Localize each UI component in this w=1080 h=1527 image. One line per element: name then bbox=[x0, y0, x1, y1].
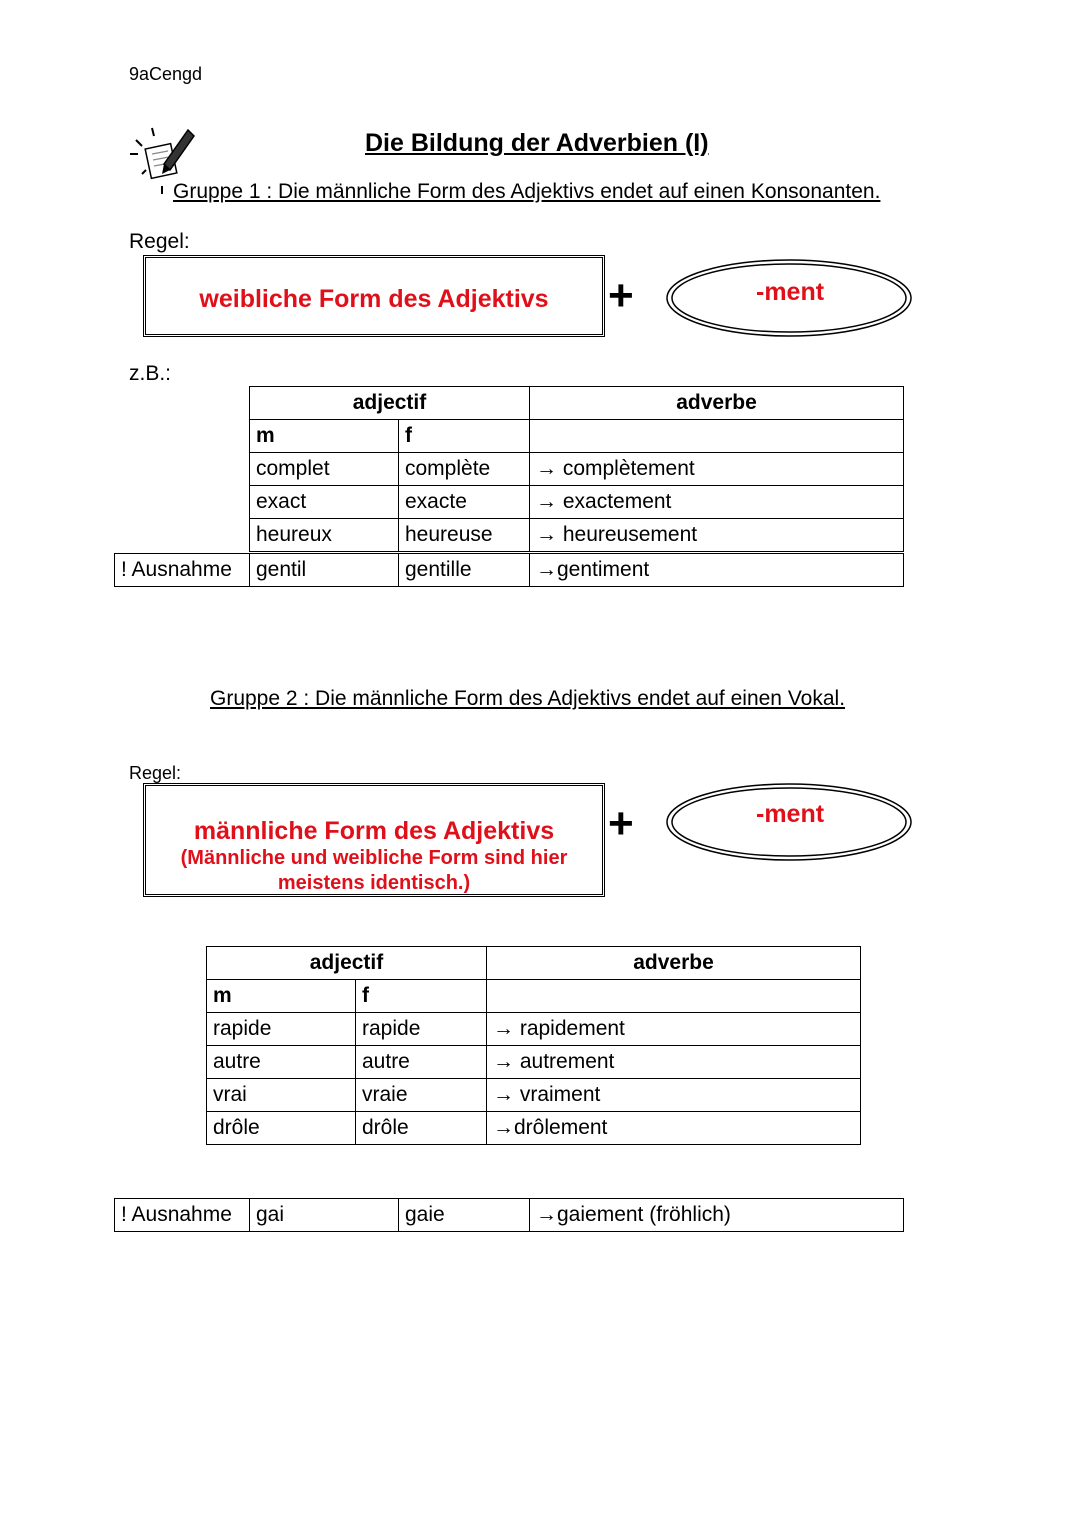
group2-regel-label: Regel: bbox=[129, 763, 182, 783]
cell-adverbe: →drôlement bbox=[487, 1112, 861, 1145]
group1-heading: Gruppe 1 : Die männliche Form des Adjektivs endet auf einen Konsonanten. bbox=[173, 180, 881, 203]
table-row bbox=[207, 1013, 861, 1046]
group1-example-label: z.B.: bbox=[129, 362, 172, 385]
cell-adverbe: → rapidement bbox=[487, 1013, 861, 1046]
group2-suffix: -ment bbox=[756, 800, 825, 828]
cell-m: complet bbox=[250, 453, 399, 486]
table-row bbox=[207, 1079, 861, 1112]
cell-f: complète bbox=[399, 453, 530, 486]
cell-adverbe: →gentiment bbox=[530, 554, 904, 587]
group2-rule-text: männliche Form des Adjektivs bbox=[193, 817, 555, 845]
cell-f: drôle bbox=[356, 1112, 487, 1145]
cell-f: vraie bbox=[356, 1079, 487, 1112]
group2-table bbox=[206, 946, 861, 1145]
group2-rule-box bbox=[143, 783, 605, 897]
cell-adverbe: → autrement bbox=[487, 1046, 861, 1079]
group2-col-f: f bbox=[356, 980, 487, 1013]
cell-adverbe: → heureusement bbox=[530, 519, 904, 552]
table-row bbox=[250, 453, 904, 486]
table-row bbox=[207, 1046, 861, 1079]
group1-col-f: f bbox=[399, 420, 530, 453]
cell-f: exacte bbox=[399, 486, 530, 519]
group2-header-adjectif: adjectif bbox=[207, 947, 487, 980]
group1-plus-sign: + bbox=[608, 271, 634, 320]
group2-exception-row bbox=[114, 1198, 904, 1232]
exception-label: ! Ausnahme bbox=[115, 1199, 250, 1232]
table-row bbox=[250, 486, 904, 519]
cell-m: rapide bbox=[207, 1013, 356, 1046]
cell-m: heureux bbox=[250, 519, 399, 552]
group2-rule-note-line1: (Männliche und weibliche Form sind hier bbox=[180, 847, 568, 869]
cell-m: gai bbox=[250, 1199, 399, 1232]
group1-rule-box: weibliche Form des Adjektivs bbox=[143, 255, 605, 337]
group2-plus-sign: + bbox=[608, 799, 634, 848]
exception-label: ! Ausnahme bbox=[115, 554, 250, 587]
cell-m: exact bbox=[250, 486, 399, 519]
cell-f: heureuse bbox=[399, 519, 530, 552]
group1-regel-label: Regel: bbox=[129, 230, 190, 253]
group1-suffix: -ment bbox=[756, 278, 825, 306]
table-row bbox=[250, 519, 904, 552]
cell-m: gentil bbox=[250, 554, 399, 587]
group1-header-adverbe: adverbe bbox=[530, 387, 904, 420]
group1-header-adjectif: adjectif bbox=[250, 387, 530, 420]
cell-adverbe: → complètement bbox=[530, 453, 904, 486]
cell-adverbe: →gaiement (fröhlich) bbox=[530, 1199, 904, 1232]
table-row bbox=[207, 1112, 861, 1145]
cell-f: autre bbox=[356, 1046, 487, 1079]
cell-adverbe: → exactement bbox=[530, 486, 904, 519]
group1-table bbox=[249, 386, 904, 552]
document-code: 9aCengd bbox=[129, 64, 203, 84]
group1-header-empty bbox=[530, 420, 904, 453]
cell-f: rapide bbox=[356, 1013, 487, 1046]
cell-f: gentille bbox=[399, 554, 530, 587]
cell-f: gaie bbox=[399, 1199, 530, 1232]
page-title: Die Bildung der Adverbien (I) bbox=[365, 129, 709, 157]
group2-header-empty bbox=[487, 980, 861, 1013]
cell-m: autre bbox=[207, 1046, 356, 1079]
cell-m: vrai bbox=[207, 1079, 356, 1112]
cell-m: drôle bbox=[207, 1112, 356, 1145]
group2-header-adverbe: adverbe bbox=[487, 947, 861, 980]
group1-exception-row bbox=[114, 553, 904, 587]
cell-adverbe: → vraiment bbox=[487, 1079, 861, 1112]
group1-col-m: m bbox=[250, 420, 399, 453]
group2-col-m: m bbox=[207, 980, 356, 1013]
group2-rule-note-line2: meistens identisch.) bbox=[277, 872, 471, 894]
group2-heading: Gruppe 2 : Die männliche Form des Adjektivs endet auf einen Vokal. bbox=[210, 687, 846, 710]
